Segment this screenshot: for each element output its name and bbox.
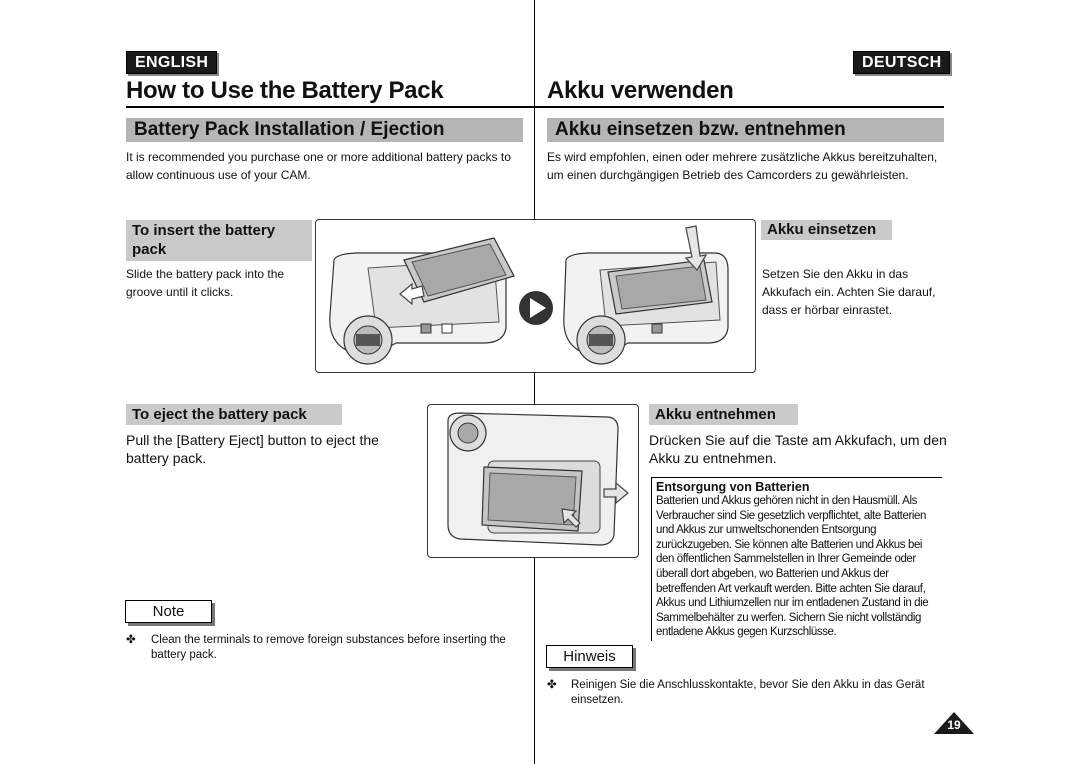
note-bullet: ✤ [126, 634, 136, 646]
title-rule [126, 106, 944, 108]
hinweis-bullet: ✤ [547, 679, 557, 691]
center-divider [534, 0, 535, 220]
deutsch-insert-heading: Akku einsetzen [761, 220, 892, 240]
deutsch-eject-heading: Akku entnehmen [649, 404, 798, 425]
deutsch-eject-body: Drücken Sie auf die Taste am Akkufach, um den Akku zu entnehmen. [649, 432, 947, 466]
note-text: Clean the terminals to remove foreign substances before inserting the battery pack. [151, 634, 506, 661]
note-label: Note [125, 600, 212, 623]
eject-illustration [427, 404, 639, 558]
deutsch-insert-body: Setzen Sie den Akku in das Akkufach ein. Achten Sie darauf, dass er hörbar einrastet. [762, 267, 936, 317]
page-number: 19 [947, 718, 961, 732]
english-eject-heading: To eject the battery pack [126, 404, 342, 425]
deutsch-intro: Es wird empfohlen, einen oder mehrere zusätzliche Akkus bereitzuhalten, um einen durchgängigen Betrieb des Camcorders zu gewährleisten. [547, 150, 938, 182]
deutsch-page-title: Akku verwenden [547, 77, 734, 104]
disposal-body: Batterien und Akkus gehören nicht in den Hausmüll. Als Verbraucher sind Sie gesetzlich verpflichtet, alte Batterien und Akkus zur umweltschonenden Entsorgung zurückzugeben. Sie können alte Batterien und Akkus bei den öffentlichen Sammelstellen in Ihrer Gemeinde oder überall dort abgeben, wo Batterien und Akkus der betreffenden Art verkauft werden. Bitte achten Sie darauf, Akkus und Lithiumzellen nur im entladenen Zustand in die Sammelbehälter zu werfen. Sichern Sie nicht vollständig entladene Akkus gegen Kurzschlüsse. [656, 495, 929, 639]
english-insert-heading: To insert the battery pack [126, 220, 312, 261]
battery-pack-eject [482, 467, 582, 531]
page-number-badge [934, 712, 974, 734]
hinweis-label: Hinweis [546, 645, 633, 668]
deutsch-language-tag: DEUTSCH [853, 51, 950, 74]
english-intro: It is recommended you purchase one or more additional battery packs to allow continuous use of your CAM. [126, 150, 511, 182]
english-language-tag: ENGLISH [126, 51, 217, 74]
insert-illustration [315, 219, 756, 373]
camcorder-eject-drawing [428, 405, 638, 557]
camcorder-insert-drawing [316, 220, 755, 372]
deutsch-section-title: Akku einsetzen bzw. entnehmen [547, 118, 944, 142]
disposal-heading: Entsorgung von Batterien [656, 480, 810, 494]
play-arrow-icon [519, 291, 553, 325]
hinweis-text: Reinigen Sie die Anschlusskontakte, bevor Sie den Akku in das Gerät einsetzen. [571, 679, 925, 706]
disposal-notice [651, 477, 942, 641]
english-page-title: How to Use the Battery Pack [126, 77, 444, 104]
english-section-title: Battery Pack Installation / Ejection [126, 118, 523, 142]
english-insert-body: Slide the battery pack into the groove until it clicks. [126, 267, 285, 299]
english-eject-body: Pull the [Battery Eject] button to eject the battery pack. [126, 432, 379, 466]
